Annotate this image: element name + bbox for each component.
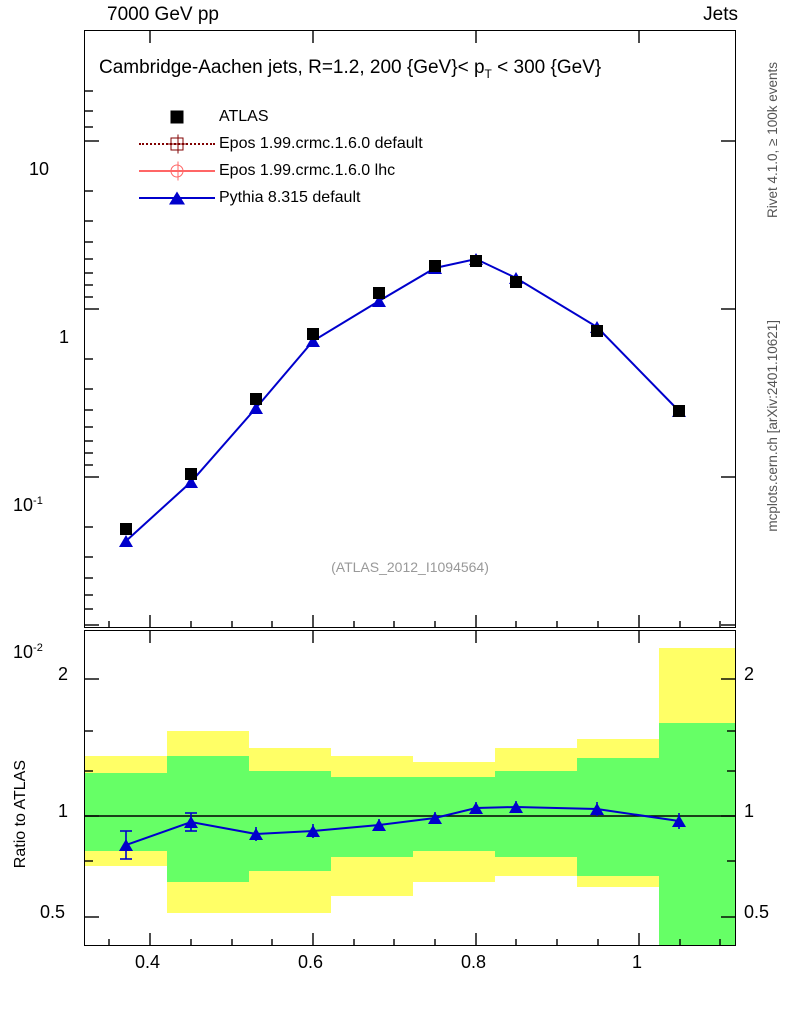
plot-title-tail: < 300 {GeV} <box>491 57 602 78</box>
legend-item <box>135 157 423 184</box>
ratio-y-axis-label: Ratio to ATLAS <box>12 760 29 869</box>
legend-symbol-epos-default <box>135 130 219 157</box>
ratio-plot-canvas <box>85 631 735 945</box>
legend-symbol-pythia <box>135 184 219 211</box>
plot-title <box>99 57 601 81</box>
analysis-watermark: (ATLAS_2012_I1094564) <box>331 559 489 575</box>
ratio-plot-panel <box>84 630 736 946</box>
legend-item <box>135 184 423 211</box>
legend-label: Epos 1.99.crmc.1.6.0 lhc <box>219 161 396 179</box>
y-tick-1: 1 <box>59 327 70 347</box>
mcplots-source-label: mcplots.cern.ch [arXiv:2401.10621] <box>765 320 780 532</box>
legend-symbol-epos-lhc <box>135 157 219 184</box>
legend-label: Pythia 8.315 default <box>219 188 361 206</box>
header-category-label: Jets <box>703 4 738 25</box>
ratio-y-tick-1: 1 <box>58 801 69 821</box>
x-tick-0p8: 0.8 <box>461 952 487 972</box>
plot-title-sub: T <box>484 66 492 81</box>
x-tick-0p6: 0.6 <box>298 952 324 972</box>
rivet-version-label: Rivet 4.1.0, ≥ 100k events <box>765 62 780 218</box>
ratio-y-tick-right-2: 2 <box>744 664 755 684</box>
main-plot-panel <box>13 30 736 662</box>
legend-label: Epos 1.99.crmc.1.6.0 default <box>219 134 423 152</box>
legend-symbol-atlas <box>135 103 219 130</box>
y-tick-10: 10 <box>29 159 50 179</box>
legend <box>135 103 423 211</box>
ratio-y-tick-right-0p5: 0.5 <box>744 902 770 922</box>
legend-item <box>135 130 423 157</box>
x-tick-0p4: 0.4 <box>135 952 161 972</box>
ratio-y-tick-0p5: 0.5 <box>40 902 66 922</box>
y-tick-0p01: $10^{-2}$ <box>13 642 43 662</box>
x-tick-1: 1 <box>632 952 643 972</box>
ratio-y-tick-right-1: 1 <box>744 801 755 821</box>
y-tick-0p1: $10^{-1}$ <box>13 495 43 515</box>
plot-title-main: Cambridge-Aachen jets, R=1.2, 200 {GeV}< p <box>99 57 485 78</box>
legend-label: ATLAS <box>219 107 269 125</box>
ratio-y-tick-2: 2 <box>58 664 69 684</box>
legend-item <box>135 103 423 130</box>
header-beam-label: 7000 GeV pp <box>107 4 219 25</box>
